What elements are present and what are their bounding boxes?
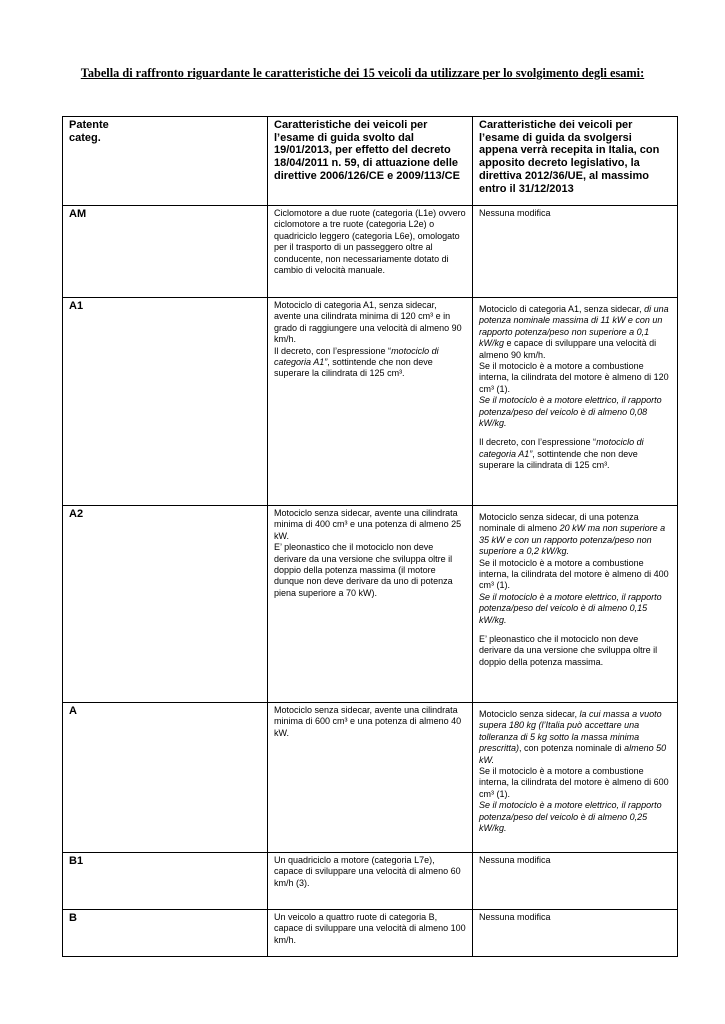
future-text: , sottintende che non deve superare la cilindrata di 125 cm³. xyxy=(479,448,638,471)
current-rules-cell xyxy=(268,506,473,703)
future-text-italic: Se il motociclo è a motore elettrico, il rapporto potenza/peso del veicolo è di almeno 0,08 kW/kg. xyxy=(479,395,662,429)
future-text: Se il motociclo è a motore a combustione interna, la cilindrata del motore è almeno di 400 cm³ (1). xyxy=(479,557,669,591)
current-rules-cell: Un veicolo a quattro ruote di categoria B, capace di sviluppare una velocità di almeno 100 km/h. xyxy=(268,910,473,957)
future-text: Se il motociclo è a motore a combustione interna, la cilindrata del motore è almeno di 120 cm³ (1). xyxy=(479,361,669,394)
current-text: Motociclo senza sidecar, avente una cilindrata minima di 400 cm³ e una potenza di almeno 25 kW. xyxy=(274,508,462,541)
category-cell: A xyxy=(63,703,268,853)
future-text-italic: motociclo di categoria A1” xyxy=(479,437,644,459)
future-text: E’ pleonastico che il motociclo non deve derivare da una versione che sviluppa oltre il doppio della potenza massima. xyxy=(479,634,658,667)
future-text: , con potenza nominale di xyxy=(519,743,625,754)
future-text: Motociclo senza sidecar, di una potenza nominale di almeno xyxy=(479,512,639,534)
future-rules-cell xyxy=(473,298,678,506)
table-row xyxy=(63,853,678,910)
future-text: Se il motociclo è a motore a combustione interna, la cilindrata del motore è almeno di 600 cm³ (1). xyxy=(479,766,669,799)
header-future-rules: Caratteristiche dei veicoli per l’esame di guida da svolgersi appena verrà recepita in Italia, con apposito decreto legislativo, la direttiva 2012/36/UE, al massimo entro il 31/12/2013 xyxy=(473,117,678,206)
category-cell: A1 xyxy=(63,298,268,506)
current-text-italic: motociclo di categoria A1” xyxy=(274,345,439,368)
category-cell: AM xyxy=(63,206,268,298)
table-row xyxy=(63,703,678,853)
header-category xyxy=(63,117,268,206)
category-cell: B1 xyxy=(63,853,268,910)
header-category-line2: categ. xyxy=(69,131,101,144)
future-text-italic: Se il motociclo è a motore elettrico, il rapporto potenza/peso del veicolo è di almeno 0,25 kW/kg. xyxy=(479,800,662,834)
future-text: Motociclo di categoria A1, senza sidecar, xyxy=(479,304,645,314)
future-rules-cell: Nessuna modifica xyxy=(473,206,678,298)
table-row xyxy=(63,206,678,298)
table-row xyxy=(63,506,678,703)
document-title: Tabella di raffronto riguardante le caratteristiche dei 15 veicoli da utilizzare per lo svolgimento degli esami: xyxy=(80,66,645,80)
header-category-line1: Patente xyxy=(69,119,109,131)
future-text-italic: Se il motociclo è a motore elettrico, il rapporto potenza/peso del veicolo è di almeno 0,15 kW/kg. xyxy=(479,591,662,625)
header-current-rules: Caratteristiche dei veicoli per l’esame di guida svolto dal 19/01/2013, per effetto del decreto 18/04/2011 n. 59, di attuazione delle direttive 2006/126/CE e 2009/113/CE xyxy=(268,117,473,206)
category-cell: A2 xyxy=(63,506,268,703)
future-text-italic: almeno 50 kW. xyxy=(479,743,667,765)
current-text: E’ pleonastico che il motociclo non deve derivare da una versione che sviluppa oltre il doppio della potenza massima (il motore dunque non deve derivare da uno di potenza piena superiore a 70 kW). xyxy=(274,542,453,598)
future-rules-cell: Nessuna modifica xyxy=(473,910,678,957)
current-text: Motociclo di categoria A1, senza sidecar, avente una cilindrata minima di 120 cm³ e in grado di raggiungere una velocità di almeno 90 km/h. xyxy=(274,300,462,345)
table-row xyxy=(63,298,678,506)
current-text: , sottintende che non deve superare la cilindrata di 125 cm³. xyxy=(274,357,433,379)
current-rules-cell: Un quadriciclo a motore (categoria L7e), capace di sviluppare una velocità di almeno 60 km/h (3). xyxy=(268,853,473,910)
current-rules-cell: Ciclomotore a due ruote (categoria (L1e) ovvero ciclomotore a tre ruote (categoria L2e) o quadriciclo leggero (categoria L6e), omologato per il trasporto di un passeggero oltre al conducente, non necessariamente dotato di cambio di velocità manuale. xyxy=(268,206,473,298)
future-rules-cell xyxy=(473,703,678,853)
table-row xyxy=(63,910,678,957)
current-rules-cell xyxy=(268,298,473,506)
table-header-row xyxy=(63,117,678,206)
future-text-italic: di una potenza nominale massima di 11 kW e con un rapporto potenza/peso non superiore a 0,1 kW/kg xyxy=(479,304,669,349)
future-text: Motociclo senza sidecar, xyxy=(479,709,580,719)
future-text-italic: 20 kW ma non superiore a 35 kW e con un rapporto potenza/peso non superiore a 0,2 kW/kg. xyxy=(479,523,666,557)
future-text: e capace di sviluppare una velocità di almeno 90 km/h. xyxy=(479,338,657,360)
future-text-italic: la cui massa a vuoto supera 180 kg (l’Italia può accettare una tolleranza di 5 kg sotto la massa minima prescritta) xyxy=(479,709,662,754)
future-rules-cell: Nessuna modifica xyxy=(473,853,678,910)
comparison-table xyxy=(62,116,678,957)
category-cell: B xyxy=(63,910,268,957)
future-text: Il decreto, con l’espressione “ xyxy=(479,437,597,448)
future-rules-cell xyxy=(473,506,678,703)
current-text: Il decreto, con l’espressione “ xyxy=(274,345,392,356)
current-rules-cell: Motociclo senza sidecar, avente una cilindrata minima di 600 cm³ e una potenza di almeno 40 kW. xyxy=(268,703,473,853)
